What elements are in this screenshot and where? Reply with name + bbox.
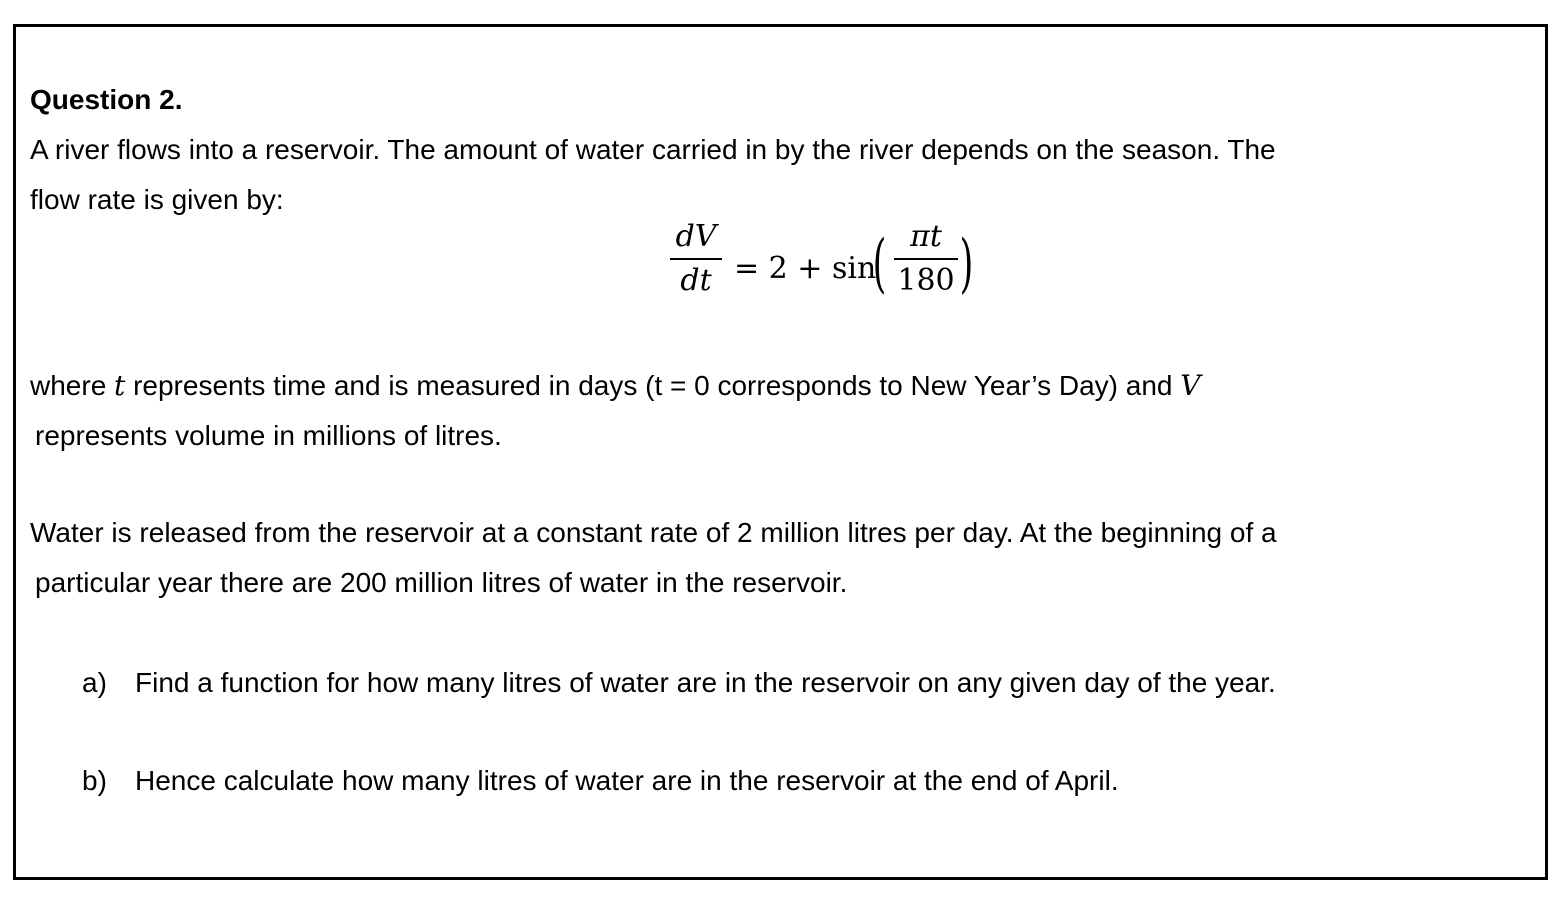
where-line-1	[30, 369, 1201, 402]
arg-fraction-bar	[894, 258, 958, 260]
lhs-fraction	[670, 219, 722, 298]
release-line-2: particular year there are 200 million litres of water in the reservoir.	[35, 567, 848, 598]
arg-numerator: πt	[910, 219, 942, 254]
lhs-denominator: dt	[680, 263, 712, 298]
question-heading: Question 2.	[30, 84, 183, 115]
variable-t: t	[114, 369, 126, 402]
part-a-label: a)	[82, 667, 107, 698]
release-line-1: Water is released from the reservoir at a constant rate of 2 million litres per day. At the beginning of a	[30, 517, 1277, 548]
where-text-start: where	[30, 370, 115, 401]
part-b-label: b)	[82, 765, 107, 796]
variable-V: V	[1180, 369, 1201, 402]
part-b-text: Hence calculate how many litres of water are in the reservoir at the end of April.	[135, 765, 1119, 796]
part-a-text: Find a function for how many litres of water are in the reservoir on any given day of the year.	[135, 667, 1276, 698]
close-paren: )	[959, 227, 974, 301]
lhs-numerator: dV	[675, 219, 717, 254]
where-text-middle: represents time and is measured in days (t = 0 corresponds to New Year’s Day) and	[125, 370, 1181, 401]
lhs-fraction-bar	[670, 258, 722, 260]
rhs-prefix: = 2 + sin	[734, 251, 877, 286]
intro-line-1: A river flows into a reservoir. The amount of water carried in by the river depends on the season. The	[30, 134, 1276, 165]
arg-denominator: 180	[897, 263, 955, 298]
argument-fraction	[894, 219, 958, 298]
flow-rate-equation	[670, 219, 990, 317]
open-paren: (	[872, 227, 887, 301]
where-line-2: represents volume in millions of litres.	[35, 420, 502, 451]
intro-line-2: flow rate is given by:	[30, 184, 284, 215]
